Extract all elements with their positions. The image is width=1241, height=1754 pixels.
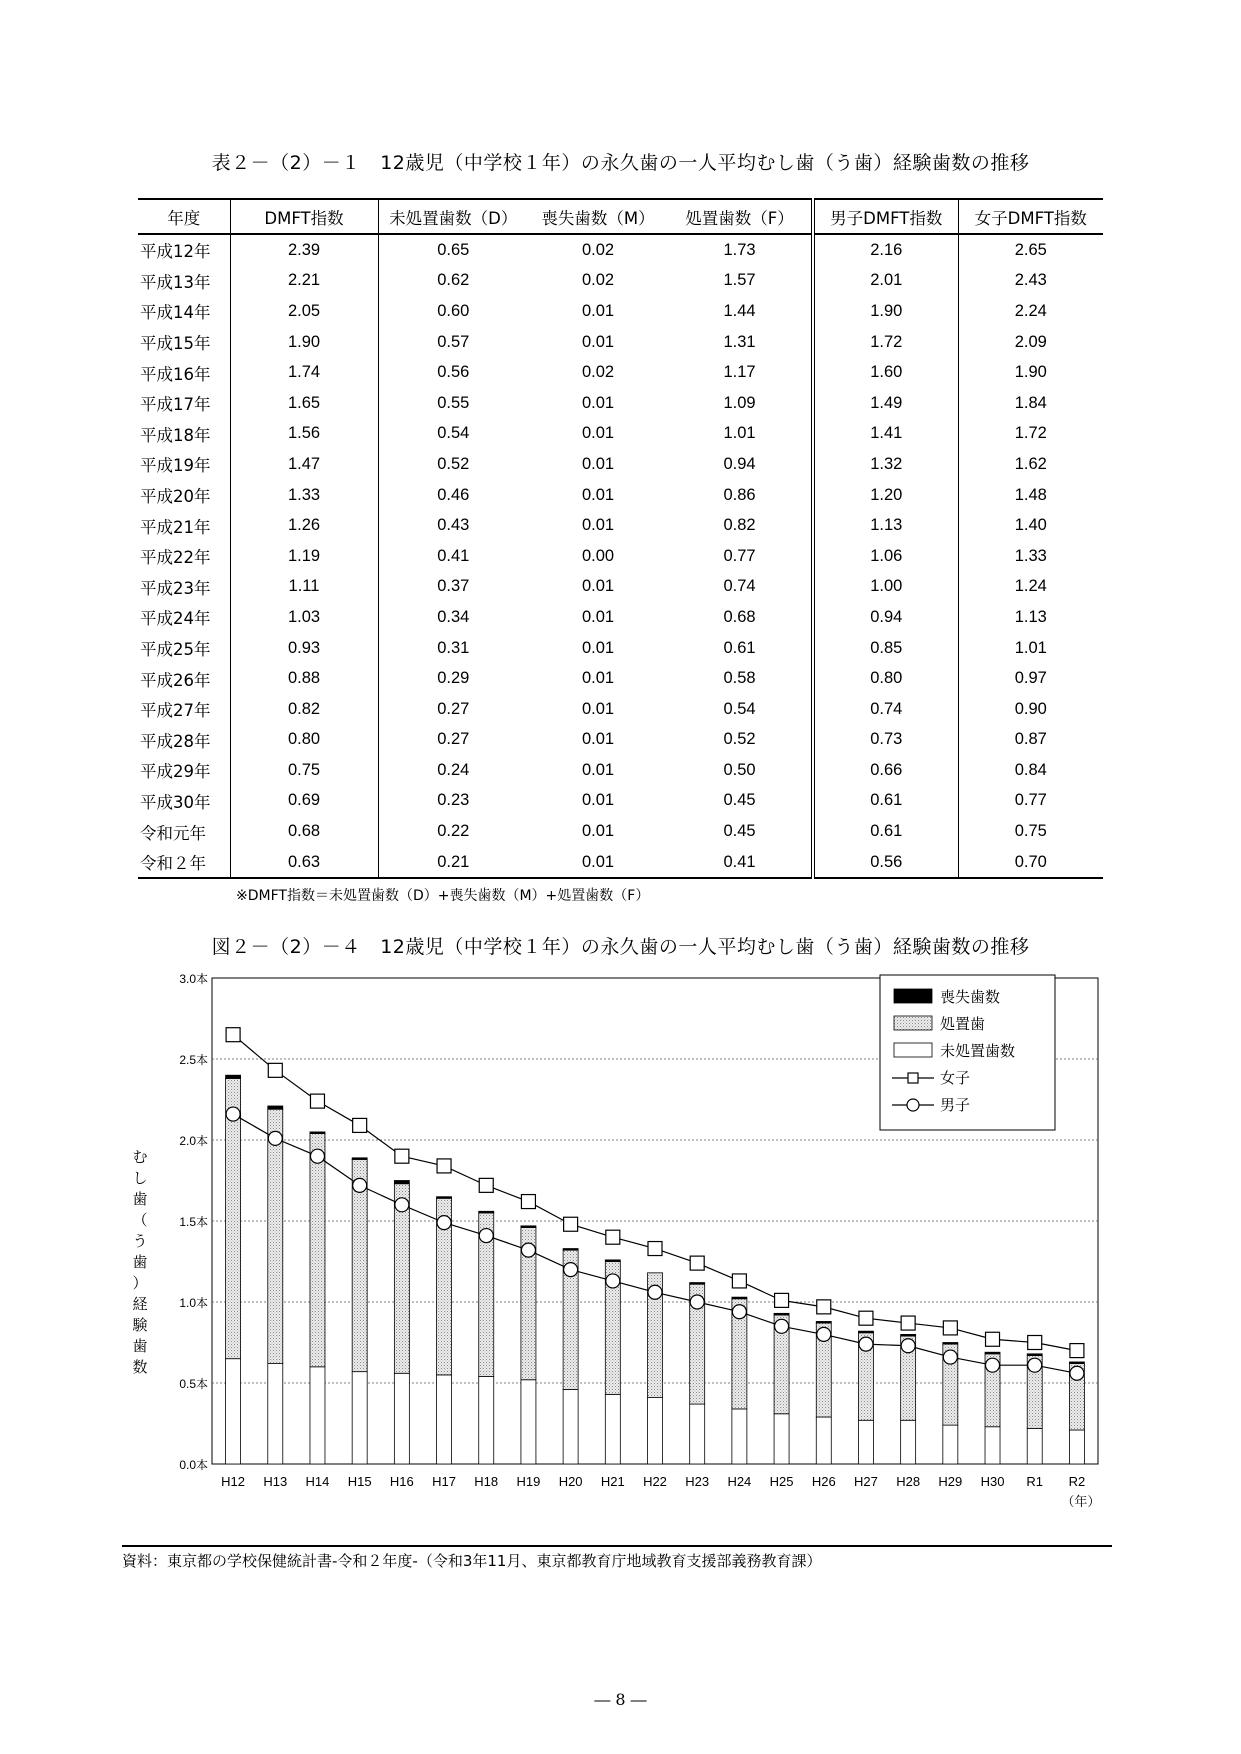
marker-女子 xyxy=(817,1300,831,1314)
table-cell-value: 0.43 xyxy=(378,510,528,541)
marker-男子 xyxy=(226,1107,240,1121)
y-tick-label: 2.5本 xyxy=(179,1053,208,1067)
table-cell-year: 平成23年 xyxy=(140,578,211,598)
table-cell-year: 平成30年 xyxy=(140,792,211,812)
bar-喪失歯数 xyxy=(816,1321,831,1323)
table-cell-value: 1.06 xyxy=(813,541,958,572)
bar-喪失歯数 xyxy=(394,1181,409,1184)
table-cell-value: 0.97 xyxy=(958,663,1103,694)
bar-未処置歯数 xyxy=(648,1398,663,1464)
table-cell-value: 1.48 xyxy=(958,480,1103,511)
table-cell-value: 0.94 xyxy=(723,454,756,473)
bar-未処置歯数 xyxy=(858,1420,873,1464)
marker-男子 xyxy=(859,1337,873,1351)
table-cell-value: 1.47 xyxy=(230,449,378,480)
x-tick-label: H29 xyxy=(938,1474,963,1489)
header-female-dmft: 女子DMFT指数 xyxy=(958,199,1103,234)
header-filled: 処置歯数（F） xyxy=(668,199,813,234)
bar-喪失歯数 xyxy=(1027,1354,1042,1356)
marker-女子 xyxy=(943,1321,957,1335)
marker-女子 xyxy=(268,1063,282,1077)
table-cell-value: 0.75 xyxy=(958,816,1103,847)
table-cell-year: 令和元年 xyxy=(140,823,206,843)
table-cell-value: 0.61 xyxy=(813,786,958,817)
table-cell-value: 1.32 xyxy=(813,449,958,480)
bar-未処置歯数 xyxy=(774,1414,789,1464)
table-cell-value: 0.24 xyxy=(378,755,528,786)
x-tick-label: R1 xyxy=(1026,1474,1044,1489)
table-cell-value: 2.39 xyxy=(230,234,378,266)
table-cell-year: 平成15年 xyxy=(140,334,211,354)
table-cell-value: 0.73 xyxy=(813,725,958,756)
table-cell-year: 平成17年 xyxy=(140,395,211,415)
table-cell-value: 0.61 xyxy=(813,816,958,847)
y-tick-label: 1.0本 xyxy=(179,1296,208,1310)
bar-未処置歯数 xyxy=(563,1389,578,1464)
table-cell-value: 0.69 xyxy=(230,786,378,817)
table-cell-value: 2.09 xyxy=(958,327,1103,358)
marker-男子 xyxy=(901,1339,915,1353)
y-tick-label: 0.0本 xyxy=(179,1458,208,1472)
bar-未処置歯数 xyxy=(985,1427,1000,1464)
marker-女子 xyxy=(1028,1336,1042,1350)
bar-喪失歯数 xyxy=(858,1331,873,1333)
table-cell-year: 平成25年 xyxy=(140,640,211,660)
x-tick-label: H25 xyxy=(769,1474,794,1489)
source-note: 資料：東京都の学校保健統計書-令和２年度-（令和3年11月、東京都教育庁地域教育支援部義務教育課） xyxy=(122,1545,1112,1571)
table-cell-value: 1.74 xyxy=(230,357,378,388)
table-cell-value: 0.02 xyxy=(581,363,615,382)
marker-女子 xyxy=(353,1118,367,1132)
table-cell-value: 1.01 xyxy=(723,424,756,443)
table-cell-value: 1.03 xyxy=(230,602,378,633)
bar-喪失歯数 xyxy=(268,1106,283,1109)
table-cell-value: 0.74 xyxy=(723,577,756,596)
table-cell-year: 平成13年 xyxy=(140,272,211,292)
table-cell-value: 0.29 xyxy=(378,663,528,694)
table-cell-value: 0.85 xyxy=(813,633,958,664)
table-cell-value: 0.27 xyxy=(378,725,528,756)
table-cell-value: 0.56 xyxy=(813,847,958,879)
table-cell-value: 0.01 xyxy=(581,393,615,412)
bar-未処置歯数 xyxy=(732,1409,747,1464)
table-cell-value: 0.56 xyxy=(378,357,528,388)
bar-喪失歯数 xyxy=(732,1297,747,1299)
table-cell-value: 0.58 xyxy=(723,669,756,688)
table-cell-value: 0.01 xyxy=(581,638,615,657)
bar-未処置歯数 xyxy=(1027,1428,1042,1464)
table-cell-value: 1.90 xyxy=(230,327,378,358)
x-tick-label: H16 xyxy=(389,1474,414,1489)
table-cell-value: 0.63 xyxy=(230,847,378,879)
table-cell-value: 1.62 xyxy=(958,449,1103,480)
y-tick-label: 3.0本 xyxy=(179,972,208,986)
bar-未処置歯数 xyxy=(901,1420,916,1464)
marker-女子 xyxy=(1070,1344,1084,1358)
table-cell-value: 0.75 xyxy=(230,755,378,786)
marker-男子 xyxy=(310,1149,324,1163)
table-cell-value: 0.77 xyxy=(723,546,756,565)
table-cell-value: 1.57 xyxy=(723,271,756,290)
legend-swatch-未処置歯数 xyxy=(894,1043,932,1057)
x-tick-label: H14 xyxy=(305,1474,330,1489)
marker-女子 xyxy=(395,1149,409,1163)
table-cell-value: 1.19 xyxy=(230,541,378,572)
bar-未処置歯数 xyxy=(521,1380,536,1464)
header-dmft: DMFT指数 xyxy=(230,199,378,234)
table-cell-value: 1.84 xyxy=(958,388,1103,419)
table-cell-year: 平成19年 xyxy=(140,456,211,476)
x-tick-label: H23 xyxy=(685,1474,710,1489)
bar-喪失歯数 xyxy=(310,1132,325,1134)
table-cell-value: 0.74 xyxy=(813,694,958,725)
marker-男子 xyxy=(395,1198,409,1212)
table-cell-year: 平成16年 xyxy=(140,364,211,384)
table-cell-value: 1.60 xyxy=(813,357,958,388)
bar-喪失歯数 xyxy=(521,1226,536,1228)
table-cell-value: 0.01 xyxy=(581,669,615,688)
marker-男子 xyxy=(479,1229,493,1243)
marker-男子 xyxy=(943,1350,957,1364)
table-cell-value: 1.49 xyxy=(813,388,958,419)
table-cell-value: 0.82 xyxy=(230,694,378,725)
table-cell-value: 1.11 xyxy=(230,572,378,603)
table-cell-value: 1.90 xyxy=(813,296,958,327)
header-missing: 喪失歯数（M） xyxy=(528,199,668,234)
table-cell-year: 平成26年 xyxy=(140,670,211,690)
marker-男子 xyxy=(353,1178,367,1192)
table-cell-value: 2.24 xyxy=(958,296,1103,327)
table-cell-value: 0.80 xyxy=(813,663,958,694)
bar-喪失歯数 xyxy=(943,1343,958,1345)
table-cell-value: 1.73 xyxy=(723,240,756,259)
table-cell-value: 0.01 xyxy=(581,822,615,841)
table-cell-value: 0.84 xyxy=(958,755,1103,786)
bar-未処置歯数 xyxy=(943,1425,958,1464)
bar-喪失歯数 xyxy=(479,1211,494,1213)
table-cell-value: 0.80 xyxy=(230,725,378,756)
bar-未処置歯数 xyxy=(394,1373,409,1464)
table-cell-value: 2.43 xyxy=(958,266,1103,297)
bar-未処置歯数 xyxy=(1069,1430,1084,1464)
table-cell-value: 1.26 xyxy=(230,510,378,541)
x-tick-label: H12 xyxy=(221,1474,246,1489)
table-cell-value: 0.66 xyxy=(813,755,958,786)
bar-未処置歯数 xyxy=(437,1375,452,1464)
bar-喪失歯数 xyxy=(605,1260,620,1262)
table-cell-value: 0.02 xyxy=(581,271,615,290)
bar-処置歯 xyxy=(310,1134,325,1367)
table-cell-year: 平成22年 xyxy=(140,548,211,568)
table-cell-value: 2.05 xyxy=(230,296,378,327)
bar-喪失歯数 xyxy=(690,1283,705,1285)
table-cell-value: 0.01 xyxy=(581,699,615,718)
table-cell-year: 平成12年 xyxy=(140,242,211,262)
marker-女子 xyxy=(648,1242,662,1256)
x-tick-label: H20 xyxy=(558,1474,583,1489)
table-cell-value: 0.23 xyxy=(378,786,528,817)
table-cell-year: 平成21年 xyxy=(140,517,211,537)
table-cell-value: 0.34 xyxy=(378,602,528,633)
marker-男子 xyxy=(564,1263,578,1277)
legend-swatch-喪失歯数 xyxy=(894,989,932,1003)
table-cell-value: 0.86 xyxy=(723,485,756,504)
bar-未処置歯数 xyxy=(310,1367,325,1464)
table-cell-value: 0.45 xyxy=(723,791,756,810)
table-cell-value: 0.55 xyxy=(378,388,528,419)
table-cell-value: 1.24 xyxy=(958,572,1103,603)
table-cell-value: 1.90 xyxy=(958,357,1103,388)
bar-喪失歯数 xyxy=(563,1249,578,1251)
table-cell-value: 0.01 xyxy=(581,607,615,626)
table-cell-value: 0.77 xyxy=(958,786,1103,817)
x-tick-label: H13 xyxy=(263,1474,288,1489)
table-cell-value: 0.22 xyxy=(378,816,528,847)
table-cell-value: 1.09 xyxy=(723,393,756,412)
marker-女子 xyxy=(775,1293,789,1307)
table-cell-value: 1.72 xyxy=(813,327,958,358)
table-cell-value: 1.72 xyxy=(958,419,1103,450)
marker-女子 xyxy=(732,1274,746,1288)
table-cell-value: 0.01 xyxy=(528,847,668,879)
y-tick-label: 2.0本 xyxy=(179,1134,208,1148)
bar-未処置歯数 xyxy=(479,1377,494,1464)
table-cell-value: 1.20 xyxy=(813,480,958,511)
x-unit-label: （年） xyxy=(1061,1495,1101,1510)
bar-喪失歯数 xyxy=(901,1334,916,1336)
marker-女子 xyxy=(479,1178,493,1192)
table-cell-value: 1.17 xyxy=(723,363,756,382)
table-cell-value: 0.01 xyxy=(581,424,615,443)
table-cell-value: 0.01 xyxy=(581,730,615,749)
bar-喪失歯数 xyxy=(985,1352,1000,1354)
marker-男子 xyxy=(1070,1366,1084,1380)
marker-女子 xyxy=(986,1332,1000,1346)
table-cell-year: 平成27年 xyxy=(140,701,211,721)
table-cell-value: 0.01 xyxy=(581,301,615,320)
header-male-dmft: 男子DMFT指数 xyxy=(813,199,958,234)
y-tick-label: 1.5本 xyxy=(179,1215,208,1229)
x-tick-label: H15 xyxy=(347,1474,372,1489)
marker-男子 xyxy=(521,1243,535,1257)
table-cell-value: 0.52 xyxy=(378,449,528,480)
table-note: ※DMFT指数＝未処置歯数（D）+喪失歯数（M）+処置歯数（F） xyxy=(236,888,650,904)
x-tick-label: H30 xyxy=(980,1474,1005,1489)
bar-未処置歯数 xyxy=(226,1359,241,1464)
bar-未処置歯数 xyxy=(816,1417,831,1464)
table-cell-value: 0.01 xyxy=(581,332,615,351)
table-title: 表２－（2）－１ 12歳児（中学校１年）の永久歯の一人平均むし歯（う歯）経験歯数の推移 xyxy=(211,152,1030,174)
table-cell-value: 0.52 xyxy=(723,730,756,749)
table-cell-value: 1.44 xyxy=(723,301,756,320)
table-cell-value: 0.65 xyxy=(378,234,528,266)
table-cell-value: 0.60 xyxy=(378,296,528,327)
header-year: 年度 xyxy=(138,199,230,234)
table-cell-value: 0.01 xyxy=(581,760,615,779)
table-cell-year: 平成28年 xyxy=(140,731,211,751)
table-cell-value: 1.41 xyxy=(813,419,958,450)
table-cell-year: 平成24年 xyxy=(140,609,211,629)
marker-女子 xyxy=(901,1316,915,1330)
marker-女子 xyxy=(606,1230,620,1244)
x-tick-label: H27 xyxy=(854,1474,878,1489)
table-cell-year: 平成20年 xyxy=(140,487,211,507)
table-cell-value: 0.00 xyxy=(581,546,615,565)
bar-喪失歯数 xyxy=(1069,1362,1084,1364)
table-cell-value: 0.61 xyxy=(723,638,756,657)
marker-男子 xyxy=(648,1285,662,1299)
table-cell-value: 0.68 xyxy=(723,607,756,626)
table-cell-value: 2.65 xyxy=(958,234,1103,266)
marker-女子 xyxy=(521,1195,535,1209)
legend-marker-男子 xyxy=(907,1099,919,1111)
legend-label: 男子 xyxy=(940,1096,971,1114)
table-cell-value: 1.00 xyxy=(813,572,958,603)
table-cell-value: 1.65 xyxy=(230,388,378,419)
bar-未処置歯数 xyxy=(352,1372,367,1464)
x-tick-label: H22 xyxy=(643,1474,667,1489)
marker-男子 xyxy=(437,1216,451,1230)
bar-未処置歯数 xyxy=(690,1404,705,1464)
marker-女子 xyxy=(437,1159,451,1173)
table-cell-value: 2.01 xyxy=(813,266,958,297)
chart-title: 図２－（2）－４ 12歳児（中学校１年）の永久歯の一人平均むし歯（う歯）経験歯数の推移 xyxy=(211,936,1030,958)
table-cell-value: 0.87 xyxy=(958,725,1103,756)
table-cell-value: 0.01 xyxy=(581,485,615,504)
table-cell-value: 0.57 xyxy=(378,327,528,358)
table-cell-value: 0.54 xyxy=(378,419,528,450)
table-cell-value: 0.90 xyxy=(958,694,1103,725)
marker-男子 xyxy=(690,1295,704,1309)
marker-女子 xyxy=(564,1217,578,1231)
table-cell-value: 1.40 xyxy=(958,510,1103,541)
legend-label: 未処置歯数 xyxy=(940,1042,1016,1060)
marker-女子 xyxy=(226,1028,240,1042)
table-cell-value: 0.54 xyxy=(723,699,756,718)
table-cell-value: 1.33 xyxy=(230,480,378,511)
table-cell-value: 1.33 xyxy=(958,541,1103,572)
table-cell-value: 2.16 xyxy=(813,234,958,266)
y-tick-label: 0.5本 xyxy=(179,1377,208,1391)
table-cell-value: 0.01 xyxy=(581,791,615,810)
table-cell-value: 0.01 xyxy=(581,454,615,473)
marker-女子 xyxy=(690,1256,704,1270)
table-cell-value: 0.01 xyxy=(581,577,615,596)
table-cell-value: 0.01 xyxy=(581,516,615,535)
table-cell-value: 0.41 xyxy=(668,847,813,879)
table-cell-year: 令和２年 xyxy=(138,847,230,879)
table-cell-value: 0.82 xyxy=(723,516,756,535)
x-tick-label: H17 xyxy=(432,1474,456,1489)
page-number: ― 8 ― xyxy=(594,1690,647,1709)
table-cell-value: 0.31 xyxy=(378,633,528,664)
table-cell-value: 0.94 xyxy=(813,602,958,633)
table-cell-year: 平成18年 xyxy=(140,425,211,445)
legend-label: 女子 xyxy=(940,1069,971,1087)
marker-女子 xyxy=(859,1311,873,1325)
marker-男子 xyxy=(817,1327,831,1341)
table-cell-value: 0.70 xyxy=(958,847,1103,879)
table-cell-value: 1.13 xyxy=(958,602,1103,633)
table-cell-value: 1.31 xyxy=(723,332,756,351)
marker-男子 xyxy=(268,1131,282,1145)
marker-男子 xyxy=(775,1319,789,1333)
table-cell-year: 平成29年 xyxy=(140,762,211,782)
bar-処置歯 xyxy=(268,1109,283,1363)
bar-喪失歯数 xyxy=(352,1158,367,1160)
marker-男子 xyxy=(986,1358,1000,1372)
table-cell-value: 2.21 xyxy=(230,266,378,297)
table-cell-value: 0.21 xyxy=(378,847,528,879)
table-cell-year: 平成14年 xyxy=(140,303,211,323)
bar-喪失歯数 xyxy=(226,1075,241,1078)
table-cell-value: 0.27 xyxy=(378,694,528,725)
x-tick-label: H26 xyxy=(811,1474,836,1489)
y-axis-label: むし歯（う歯）経験歯数 xyxy=(132,1148,148,1376)
marker-男子 xyxy=(732,1305,746,1319)
table-cell-value: 1.13 xyxy=(813,510,958,541)
legend-swatch-処置歯 xyxy=(894,1016,932,1030)
legend-label: 喪失歯数 xyxy=(940,988,1001,1006)
legend-label: 処置歯 xyxy=(940,1015,986,1033)
table-cell-value: 0.02 xyxy=(581,240,615,259)
bar-喪失歯数 xyxy=(437,1197,452,1199)
table-cell-value: 0.93 xyxy=(230,633,378,664)
table-cell-value: 0.46 xyxy=(378,480,528,511)
x-tick-label: H28 xyxy=(896,1474,921,1489)
table-cell-value: 0.68 xyxy=(230,816,378,847)
table-cell-value: 1.56 xyxy=(230,419,378,450)
table-cell-value: 1.01 xyxy=(958,633,1103,664)
marker-女子 xyxy=(310,1094,324,1108)
marker-男子 xyxy=(606,1274,620,1288)
x-tick-label: H21 xyxy=(600,1474,625,1489)
bar-未処置歯数 xyxy=(605,1394,620,1464)
x-tick-label: H19 xyxy=(516,1474,541,1489)
table-cell-value: 0.88 xyxy=(230,663,378,694)
x-tick-label: R2 xyxy=(1068,1474,1086,1489)
table-cell-value: 0.41 xyxy=(378,541,528,572)
marker-男子 xyxy=(1028,1358,1042,1372)
table-cell-value: 0.62 xyxy=(378,266,528,297)
legend-marker-女子 xyxy=(908,1073,918,1083)
table-cell-value: 0.37 xyxy=(378,572,528,603)
table-cell-value: 0.45 xyxy=(723,822,756,841)
table-cell-value: 0.50 xyxy=(723,760,756,779)
bar-喪失歯数 xyxy=(774,1313,789,1315)
bar-未処置歯数 xyxy=(268,1364,283,1464)
header-decayed: 未処置歯数（D） xyxy=(378,199,528,234)
x-tick-label: H18 xyxy=(474,1474,499,1489)
x-tick-label: H24 xyxy=(727,1474,752,1489)
